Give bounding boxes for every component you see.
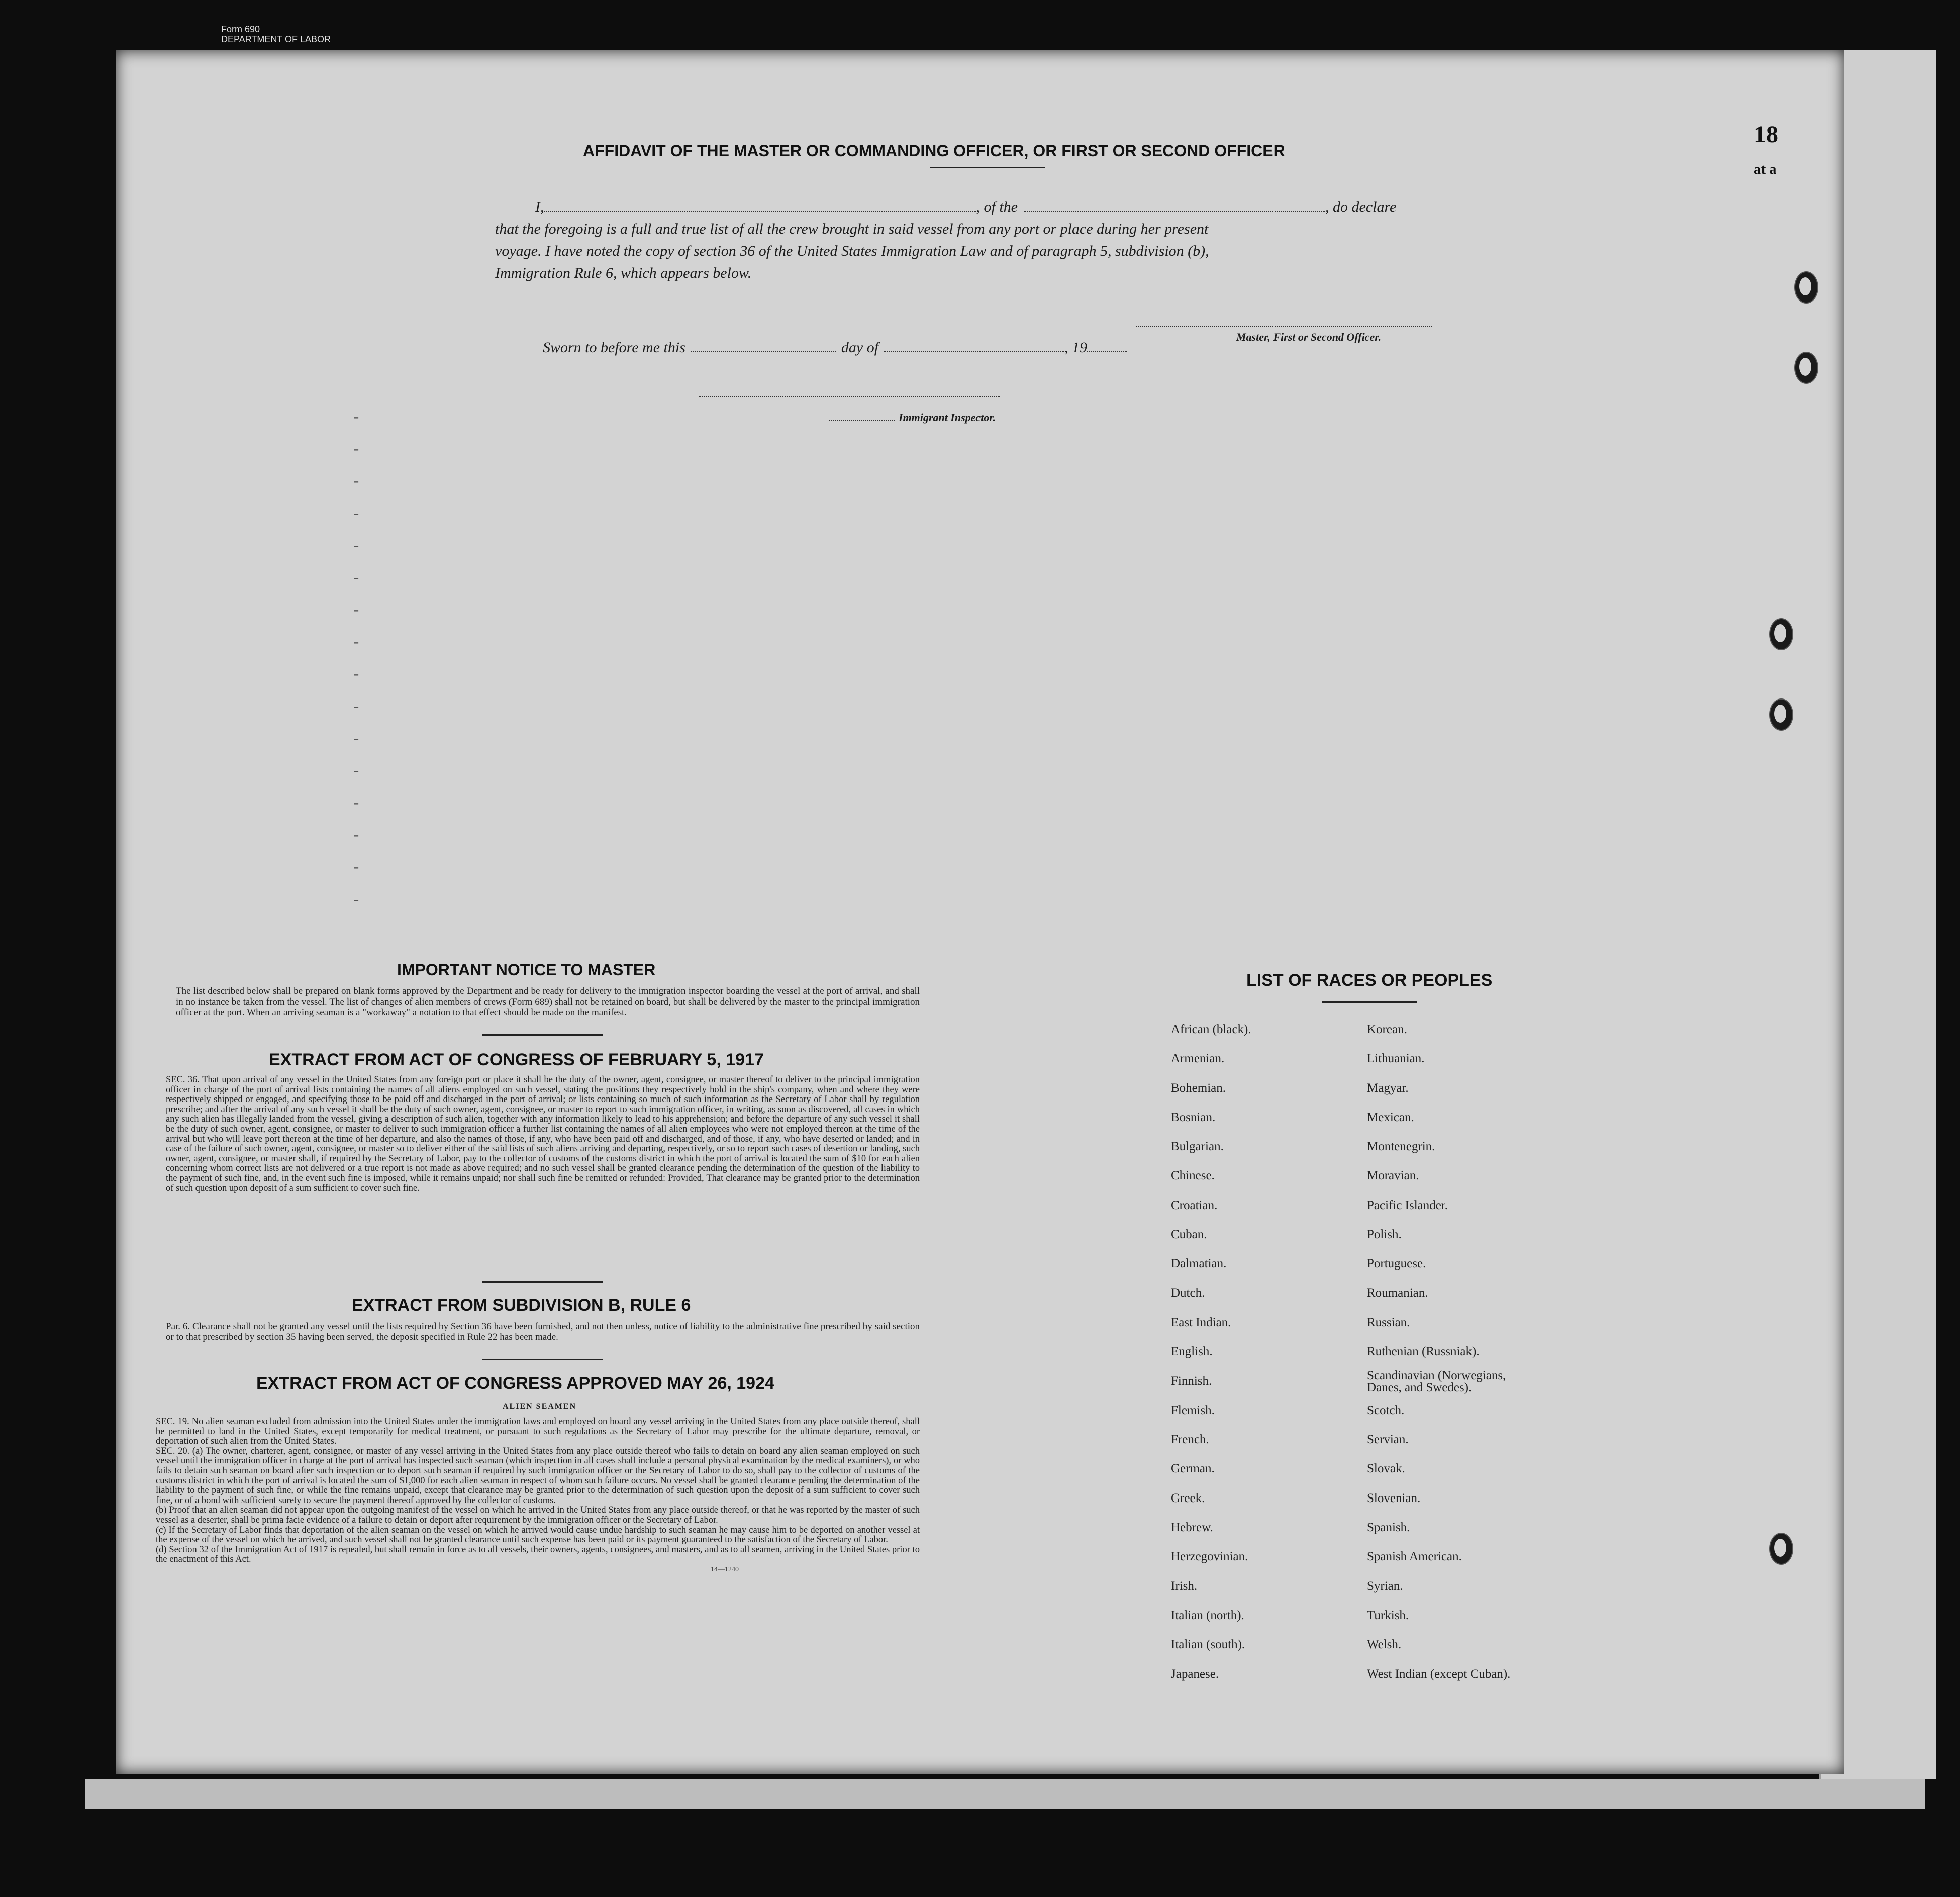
race-item: East Indian. bbox=[1171, 1315, 1231, 1329]
affidavit-line1-end: , do declare bbox=[1325, 198, 1397, 215]
race-item: Greek. bbox=[1171, 1491, 1205, 1505]
notice-text: The list described below shall be prepared on blank forms approved by the Department and be ready for delivery to the immigration inspector boarding the vessel at the port of arrival, and shall in no instance be taken from the vessel. The list of changes of alien members of crews (Form 689) shall not be retained on board, but shall be delivered by the master to the principal immigration officer at the port. When an arriving seaman is a "workaway" a notation to that effect should be made on the manifest. bbox=[176, 986, 920, 1018]
form-number bbox=[221, 24, 331, 44]
sworn-year: , 19 bbox=[1064, 339, 1088, 356]
extract-1917-rule bbox=[482, 1281, 603, 1283]
race-item: Spanish. bbox=[1367, 1521, 1410, 1535]
race-item: Roumanian. bbox=[1367, 1286, 1428, 1300]
race-item: Armenian. bbox=[1171, 1052, 1225, 1066]
race-item: English. bbox=[1171, 1345, 1213, 1359]
underlying-strip bbox=[85, 1779, 1925, 1809]
race-item: Mexican. bbox=[1367, 1110, 1414, 1124]
race-item: Montenegrin. bbox=[1367, 1140, 1435, 1154]
affidavit-body bbox=[495, 196, 1571, 284]
form-number-text: Form 690 bbox=[221, 24, 260, 34]
extract-1924-title: EXTRACT FROM ACT OF CONGRESS APPROVED MAY 26, 1924 bbox=[256, 1374, 774, 1393]
affidavit-line-1 bbox=[495, 196, 1571, 218]
race-item: Bulgarian. bbox=[1171, 1140, 1224, 1154]
races-title: LIST OF RACES OR PEOPLES bbox=[1246, 971, 1493, 990]
master-signature-line[interactable] bbox=[1136, 326, 1432, 327]
race-item: Croatian. bbox=[1171, 1198, 1218, 1212]
race-item: Bohemian. bbox=[1171, 1081, 1226, 1095]
race-item: Scotch. bbox=[1367, 1403, 1405, 1417]
race-item: Chinese. bbox=[1171, 1169, 1215, 1183]
inspector-label: Immigrant Inspector. bbox=[899, 411, 996, 424]
extract-rule6-text: Par. 6. Clearance shall not be granted any vessel until the lists required by Section 36 have been furnished, and not then unless, notice of liability to the administrative fine prescribed by said section or to that prescribed by section 35 having been served, the deposit specified in Rule 22 has been made. bbox=[166, 1321, 920, 1342]
race-item: Dutch. bbox=[1171, 1286, 1205, 1300]
affidavit-title-rule bbox=[930, 167, 1045, 168]
binding-hole-3 bbox=[1769, 618, 1793, 650]
sec-20b-text: (b) Proof that an alien seaman did not appear upon the outgoing manifest of the vessel on which he arrived in the United States from any place outside thereof, or that he was reported by the master of such vessel as a deserter, shall be prima facie evidence of a failure to detain or deport after requirement by the immigration officer or the Secretary of Labor. bbox=[156, 1505, 920, 1525]
binding-hole-4 bbox=[1769, 698, 1793, 731]
race-item: Moravian. bbox=[1367, 1169, 1419, 1183]
affidavit-line-3: voyage. I have noted the copy of section 36 of the United States Immigration Law and of paragraph 5, subdivision (b), bbox=[495, 243, 1209, 259]
extract-1924-subtitle: ALIEN SEAMEN bbox=[503, 1402, 577, 1411]
master-label: Master, First or Second Officer. bbox=[1236, 331, 1382, 343]
race-item: Welsh. bbox=[1367, 1638, 1402, 1652]
document-page bbox=[116, 50, 1844, 1774]
race-item: Japanese. bbox=[1171, 1667, 1219, 1681]
binding-hole-5 bbox=[1769, 1533, 1793, 1565]
inspector-field[interactable] bbox=[829, 408, 895, 421]
race-item: Syrian. bbox=[1367, 1579, 1403, 1593]
extract-1917-title: EXTRACT FROM ACT OF CONGRESS OF FEBRUARY 5, 1917 bbox=[269, 1050, 764, 1069]
race-item: Spanish American. bbox=[1367, 1550, 1462, 1564]
races-title-rule bbox=[1322, 1001, 1417, 1003]
race-item: Herzegovinian. bbox=[1171, 1550, 1248, 1564]
races-column-1 bbox=[1171, 1015, 1251, 1689]
races-column-2 bbox=[1367, 1015, 1510, 1689]
inspector-signature-line[interactable] bbox=[699, 396, 1000, 397]
race-item: Pacific Islander. bbox=[1367, 1198, 1448, 1212]
page-sub-label: at a bbox=[1754, 162, 1777, 177]
race-item: Dalmatian. bbox=[1171, 1257, 1227, 1271]
sec-20d-text: (d) Section 32 of the Immigration Act of 1917 is repealed, but shall remain in force as to all vessels, their owners, agents, consignees, and masters, and as to all seamen, arriving in the United States prior to the enactment of this Act. bbox=[156, 1544, 920, 1565]
race-item: Irish. bbox=[1171, 1579, 1198, 1593]
sworn-day-label: day of bbox=[841, 339, 879, 356]
margin-ticks: - - - - - - - - - - - - - - - - bbox=[352, 410, 361, 909]
inspector-line bbox=[829, 408, 996, 424]
race-item: Cuban. bbox=[1171, 1228, 1207, 1242]
affidavit-line1-mid: , of the bbox=[976, 198, 1018, 215]
sworn-year-field[interactable] bbox=[1087, 339, 1127, 352]
race-item: Ruthenian (Russniak). bbox=[1367, 1345, 1480, 1359]
affidavit-title: AFFIDAVIT OF THE MASTER OR COMMANDING OFFICER, OR FIRST OR SECOND OFFICER bbox=[583, 142, 1285, 160]
binding-hole-2 bbox=[1794, 352, 1818, 384]
officer-name-field[interactable] bbox=[544, 198, 976, 212]
extract-1924-body bbox=[156, 1417, 920, 1575]
race-item: German. bbox=[1171, 1462, 1215, 1476]
race-item: Finnish. bbox=[1171, 1374, 1212, 1388]
sworn-line bbox=[543, 337, 1127, 359]
affidavit-line-2: that the foregoing is a full and true list of all the crew brought in said vessel from any port or place during her present bbox=[495, 221, 1209, 237]
affidavit-line-4: Immigration Rule 6, which appears below. bbox=[495, 265, 752, 281]
race-item: Portuguese. bbox=[1367, 1257, 1426, 1271]
department-text: DEPARTMENT OF LABOR bbox=[221, 34, 331, 44]
race-item: Lithuanian. bbox=[1367, 1052, 1425, 1066]
sec-20c-text: (c) If the Secretary of Labor finds that deportation of the alien seaman on the vessel on which he arrived would cause undue hardship to such seaman he may cause him to be deported on another vessel at the expense of the vessel on which he arrived, and such vessel shall not be granted clearance until such expense has been paid or its payment guaranteed to the satisfaction of the Secretary of Labor. bbox=[156, 1525, 920, 1545]
notice-title: IMPORTANT NOTICE TO MASTER bbox=[397, 961, 656, 979]
form-code: 14—1240 bbox=[711, 1565, 739, 1573]
vessel-name-field[interactable] bbox=[1024, 198, 1325, 212]
sworn-month-field[interactable] bbox=[884, 339, 1064, 352]
race-item: West Indian (except Cuban). bbox=[1367, 1667, 1511, 1681]
sec-20a-text: SEC. 20. (a) The owner, charterer, agent, consignee, or master of any vessel arriving in the United States from any place outside thereof who fails to detain on board any alien seaman employed on such vessel until the immigration officer in charge at the port of arrival has inspected such seaman (which inspection in all cases shall include a personal physical examination by the medical examiners), or who fails to detain such seaman on board after such inspection or to deport such seaman if required by such immigration officer or the Secretary of Labor to do so, shall pay to the collector of customs of the customs district in which the port of arrival is located the sum of $1,000 for each alien seaman in respect of whom such failure occurs. No vessel shall be granted clearance pending the determination of the liability to the payment of such fine, or while the fine remains unpaid, except that clearance may be granted prior to the determination of such question upon the deposit of a sum sufficient to cover such fine, or of a bond with sufficient surety to secure the payment thereof approved by the collector of customs. bbox=[156, 1446, 920, 1506]
affidavit-line1-start: I, bbox=[535, 198, 544, 215]
race-item: Servian. bbox=[1367, 1433, 1409, 1447]
race-item: African (black). bbox=[1171, 1023, 1251, 1036]
race-item: Bosnian. bbox=[1171, 1110, 1216, 1124]
race-item: Flemish. bbox=[1171, 1403, 1215, 1417]
race-item: Italian (north). bbox=[1171, 1608, 1244, 1622]
race-item: Polish. bbox=[1367, 1228, 1402, 1242]
race-item: Slovak. bbox=[1367, 1462, 1405, 1476]
race-item: Russian. bbox=[1367, 1315, 1410, 1329]
race-item: Turkish. bbox=[1367, 1608, 1409, 1622]
extract-rule6-title: EXTRACT FROM SUBDIVISION B, RULE 6 bbox=[352, 1295, 691, 1315]
sec-19-text: SEC. 19. No alien seaman excluded from admission into the United States under the immigration laws and employed on board any vessel arriving in the United States from any place outside thereof, shall be permitted to land in the United States, except temporarily for medical treatment, or pursuant to such regulations as the Secretary of Labor may prescribe for the ultimate departure, removal, or deportation of such alien from the United States. bbox=[156, 1417, 920, 1447]
extract-rule6-rule bbox=[482, 1359, 603, 1360]
binding-hole-1 bbox=[1794, 271, 1818, 304]
race-item: Hebrew. bbox=[1171, 1521, 1213, 1535]
extract-1917-text: SEC. 36. That upon arrival of any vessel in the United States from any foreign port or place it shall be the duty of the owner, agent, consignee, or master thereof to deliver to the principal immigration officer in charge of the port of arrival lists containing the names of all aliens employed on such vessel, stating the positions they respectively hold in the ship's company, when and where they were respectively shipped or engaged, and specifying those to be paid off and discharged in the port of arrival; or lists containing so much of such information as the Secretary of Labor shall by regulation prescribe; and after the arrival of any such vessel it shall be the duty of such owner, agent, consignee, or master to report to such immigration officer, in writing, as soon as discovered, all cases in which any such alien has illegally landed from the vessel, giving a description of such alien, together with any information likely to lead to his apprehension; and before the departure of any such vessel it shall be the duty of such owner, agent, consignee, or master to deliver to such immigration officer a further list containing the names of all alien employees who were not employed thereon at the time of the arrival but who will leave port thereon at the time of her departure, and also the names of those, if any, who have been paid off and discharged, and of those, if any, who have deserted or landed; and in case of the failure of such owner, agent, consignee, or master so to deliver either of the said lists of such aliens arriving and departing, respectively, or so to report such cases of desertion or landing, such owner, agent, consignee, or master shall, if required by the Secretary of Labor, pay to the collector of customs of the customs district in which the port of arrival is located the sum of $10 for each alien concerning whom correct lists are not delivered or a true report is not made as above required; and no such vessel shall be granted clearance pending the determination of the question of the liability to the payment of such fine, and, in the event such fine is imposed, while it remains unpaid; nor shall such fine be remitted or refunded: Provided, That clearance may be granted prior to the determination of such question upon deposit of a sum sufficient to cover such fine. bbox=[166, 1075, 920, 1193]
sworn-day-field[interactable] bbox=[691, 339, 836, 352]
race-item: Korean. bbox=[1367, 1023, 1407, 1036]
page-number: 18 bbox=[1754, 121, 1778, 148]
race-item: Magyar. bbox=[1367, 1081, 1409, 1095]
sworn-start: Sworn to before me this bbox=[543, 339, 685, 356]
race-item: Slovenian. bbox=[1367, 1491, 1421, 1505]
race-item: Italian (south). bbox=[1171, 1638, 1245, 1652]
notice-rule bbox=[482, 1034, 603, 1036]
race-item: Scandinavian (Norwegians, Danes, and Swedes). bbox=[1367, 1368, 1506, 1394]
race-item: French. bbox=[1171, 1433, 1209, 1447]
